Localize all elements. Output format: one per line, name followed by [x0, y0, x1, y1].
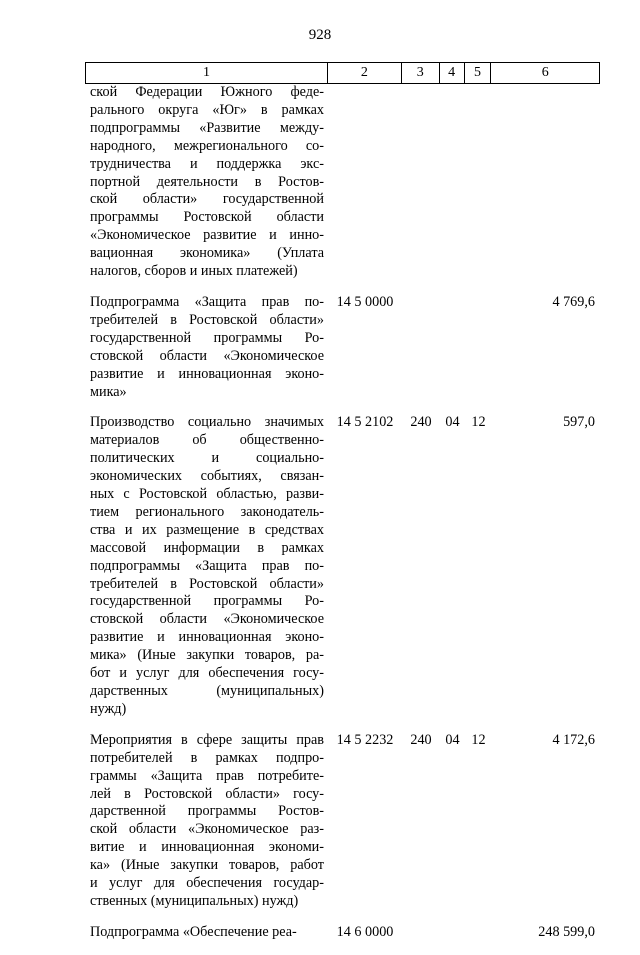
row-amount: 597,0 — [563, 414, 595, 431]
description-line: государственной программы Ро- — [90, 329, 324, 346]
row-subsection — [465, 84, 492, 281]
description-line: требителей в Ростовской области» — [90, 311, 324, 328]
description-line: ской области» государственной — [90, 191, 324, 208]
row-description — [85, 924, 328, 942]
row-expense-type — [402, 84, 440, 281]
description-line: развитие и инновационная эконо- — [90, 629, 324, 646]
table-row — [85, 732, 600, 911]
header-col-1: 1 — [86, 63, 328, 83]
description-line: материалов об общественно- — [90, 432, 324, 449]
row-subsection — [465, 294, 492, 401]
header-col-6: 6 — [541, 65, 549, 80]
row-description — [85, 414, 328, 718]
description-line: потребителей в рамках подпро- — [90, 749, 324, 766]
description-line: подпрограммы «Защита прав по- — [90, 557, 324, 574]
description-line: граммы «Защита прав потребите- — [90, 767, 324, 784]
description-line: требителей в Ростовской области» — [90, 575, 324, 592]
row-code: 14 5 0000 — [336, 293, 394, 310]
description-line: политических и социально- — [90, 450, 324, 467]
description-line: ской Федерации Южного феде- — [90, 84, 324, 100]
header-col-2: 2 — [328, 63, 402, 83]
row-description — [85, 294, 328, 401]
table-row — [85, 924, 600, 942]
row-section — [440, 924, 465, 942]
row-description — [85, 732, 328, 911]
row-subsection: 12 — [471, 414, 486, 431]
description-line: Производство социально значимых — [90, 414, 324, 431]
table-body — [85, 84, 600, 955]
description-line: стовской области «Экономическое — [90, 347, 324, 364]
description-line: Подпрограмма «Обеспечение реа- — [90, 923, 297, 940]
description-line: витие и инновационная экономи- — [90, 839, 324, 856]
description-line: лей в Ростовской области» госу- — [90, 785, 324, 802]
description-line: экономических событиях, связан- — [90, 468, 324, 485]
row-expense-type: 240 — [410, 731, 432, 748]
row-code: 14 5 2232 — [336, 731, 394, 748]
header-col-3: 3 — [402, 63, 440, 83]
description-line: подпрограммы «Развитие между- — [90, 119, 324, 136]
page-number: 928 — [308, 27, 332, 43]
description-line: ственных (муниципальных) нужд) — [90, 892, 299, 909]
row-amount: 4 172,6 — [552, 731, 595, 748]
description-line: Мероприятия в сфере защиты прав — [90, 731, 324, 748]
table-row — [85, 414, 600, 718]
row-description — [85, 84, 328, 281]
description-line: мика» (Иные закупки товаров, ра- — [90, 647, 324, 664]
row-amount: 4 769,6 — [552, 293, 595, 310]
description-line: нужд) — [90, 700, 127, 717]
description-line: ской области «Экономическое раз- — [90, 821, 324, 838]
row-code — [328, 84, 402, 281]
description-line: народного, межрегионального со- — [90, 137, 324, 154]
description-line: портной деятельности в Ростов- — [90, 173, 324, 190]
description-line: «Экономическое развитие и инно- — [90, 227, 324, 244]
description-line: дарственной программы Ростов- — [90, 803, 324, 820]
row-subsection: 12 — [471, 731, 486, 748]
row-expense-type: 240 — [410, 414, 432, 431]
description-line: развитие и инновационная эконо- — [90, 365, 324, 382]
row-section — [440, 84, 465, 281]
table-row — [85, 84, 600, 281]
row-amount: 248 599,0 — [538, 923, 595, 940]
table-header — [85, 62, 600, 84]
description-line: дарственных (муниципальных) — [90, 683, 324, 699]
description-line: бот и услуг для обеспечения госу- — [90, 665, 324, 682]
row-section — [440, 294, 465, 401]
row-code: 14 6 0000 — [336, 923, 394, 940]
table-row — [85, 294, 600, 401]
description-line: налогов, сборов и иных платежей) — [90, 263, 298, 280]
description-line: тием регионального законодатель- — [90, 503, 324, 520]
row-amount — [492, 84, 600, 281]
description-line: государственной программы Ро- — [90, 593, 324, 610]
row-section: 04 — [445, 414, 460, 431]
description-line: стовской области «Экономическое — [90, 611, 324, 628]
description-line: ства и их размещение в средствах — [90, 521, 324, 538]
row-subsection — [465, 924, 492, 942]
description-line: программы Ростовской области — [90, 209, 324, 226]
header-col-4: 4 — [440, 63, 465, 83]
description-line: мика» — [90, 383, 127, 400]
description-line: ных с Ростовской областью, разви- — [90, 486, 324, 503]
description-line: Подпрограмма «Защита прав по- — [90, 293, 324, 310]
description-line: и услуг для обеспечения государ- — [90, 875, 324, 892]
row-expense-type — [402, 924, 440, 942]
description-line: трудничества и поддержка экс- — [90, 155, 324, 172]
description-line: рального округа «Юг» в рамках — [90, 101, 324, 118]
description-line: массовой информации в рамках — [90, 539, 324, 556]
description-line: вационная экономика» (Уплата — [90, 245, 324, 262]
row-section: 04 — [445, 731, 460, 748]
header-col-5: 5 — [465, 63, 492, 83]
description-line: ка» (Иные закупки товаров, работ — [90, 857, 324, 874]
row-code: 14 5 2102 — [336, 414, 394, 431]
row-expense-type — [402, 294, 440, 401]
